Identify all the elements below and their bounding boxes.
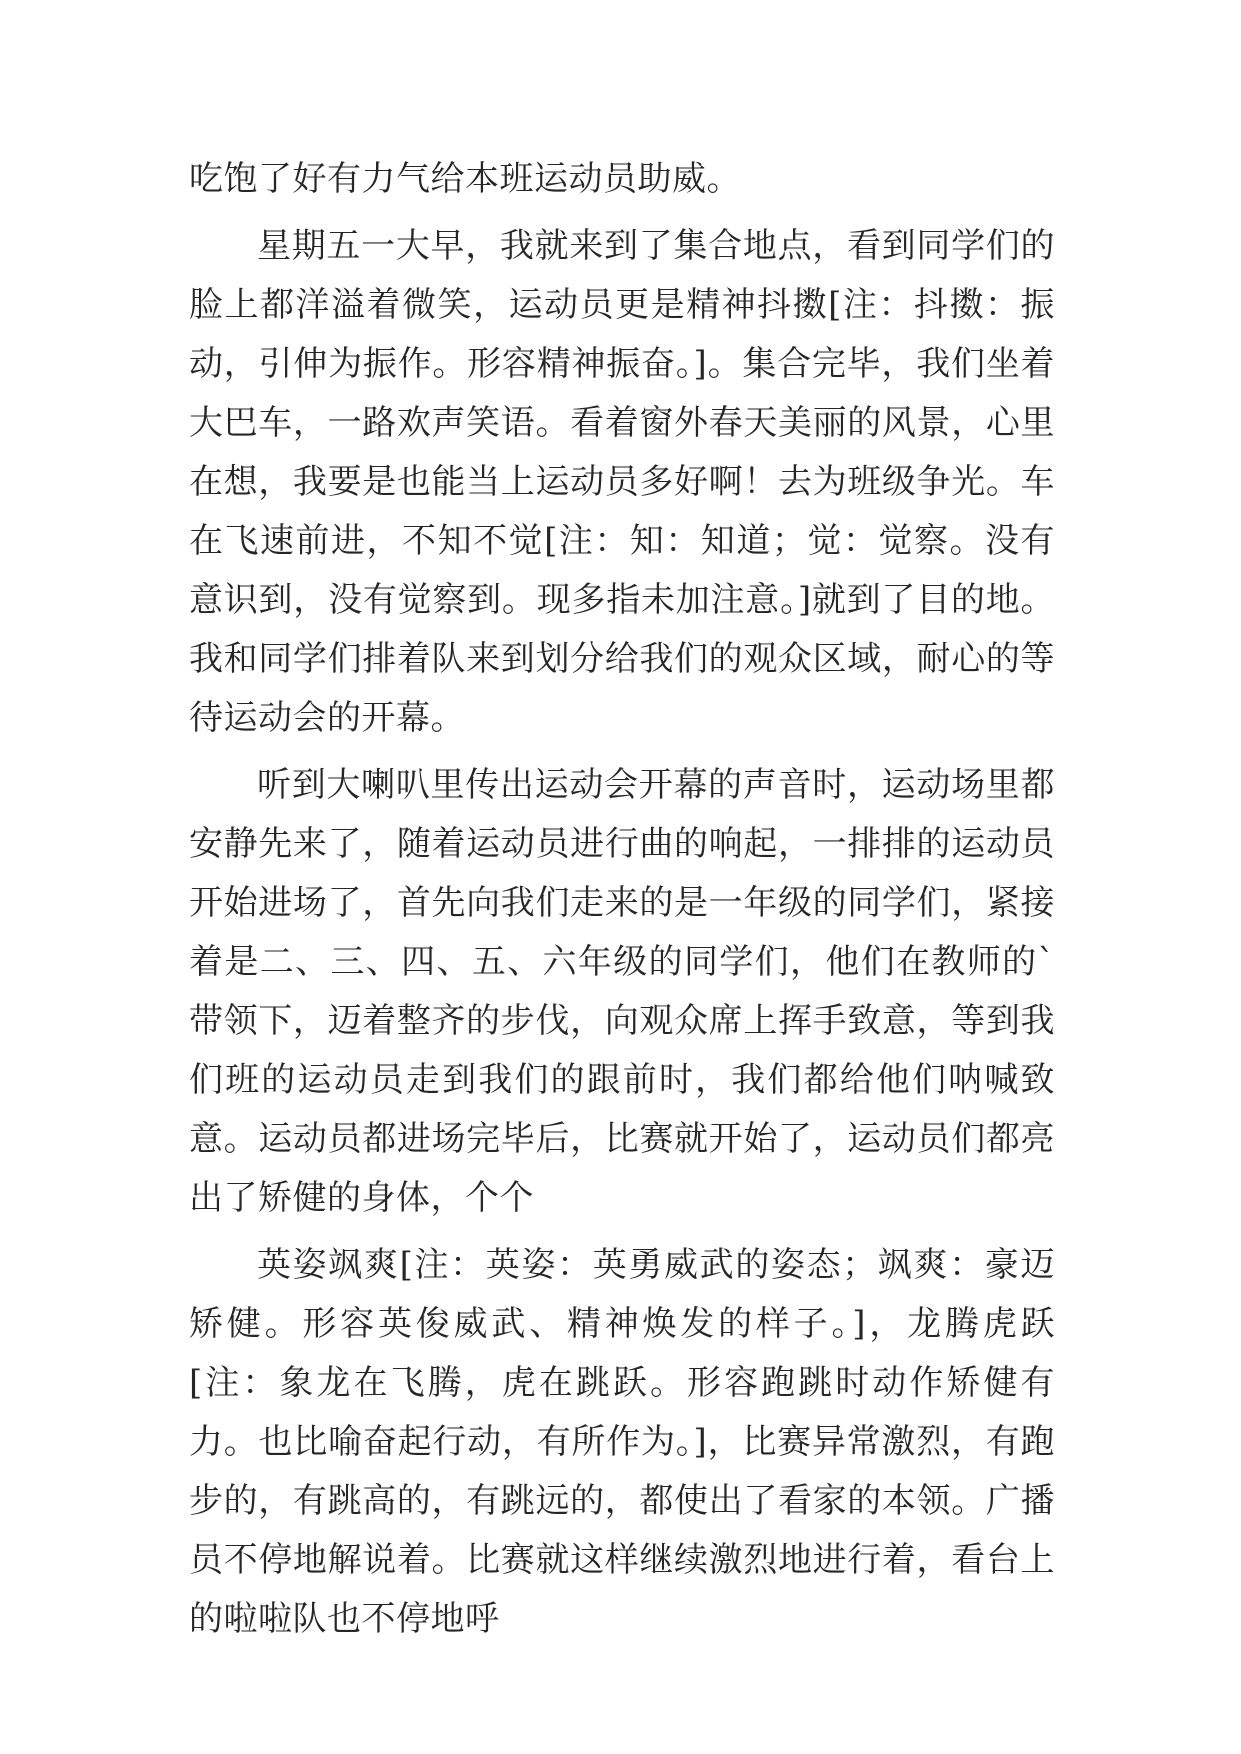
document-body (189, 150, 1055, 1657)
paragraph: 吃饱了好有力气给本班运动员助威。 (189, 159, 741, 199)
paragraph: 听到大喇叭里传出运动会开幕的声音时，运动场里都安静先来了，随着运动员进行曲的响起，一排排的运动员开始进场了，首先向我们走来的是一年级的同学们，紧接着是二、三、四、五、六年级的同学们，他们在教师的`带领下，迈着整齐的步伐，向观众席上挥手致意，等到我们班的运动员走到我们的跟前时，我们都给他们呐喊致意。运动员都进场完毕后，比赛就开始了，运动员们都亮出了矫健的身体，个个 (189, 765, 1055, 1218)
paragraph: 英姿飒爽[注：英姿：英勇威武的姿态；飒爽：豪迈矫健。形容英俊威武、精神焕发的样子。]，龙腾虎跃[注：象龙在飞腾，虎在跳跃。形容跑跳时动作矫健有力。也比喻奋起行动，有所作为。]，比赛异常激烈，有跑步的，有跳高的，有跳远的，都使出了看家的本领。广播员不停地解说着。比赛就这样继续激烈地进行着，看台上的啦啦队也不停地呼 (189, 1245, 1055, 1639)
paragraph: 星期五一大早，我就来到了集合地点，看到同学们的脸上都洋溢着微笑，运动员更是精神抖擞[注：抖擞：振动，引伸为振作。形容精神振奋。]。集合完毕，我们坐着大巴车，一路欢声笑语。看着窗外春天美丽的风景，心里在想，我要是也能当上运动员多好啊！去为班级争光。车在飞速前进，不知不觉[注：知：知道；觉：觉察。没有意识到，没有觉察到。现多指未加注意。]就到了目的地。我和同学们排着队来到划分给我们的观众区域，耐心的等待运动会的开幕。 (189, 226, 1055, 738)
